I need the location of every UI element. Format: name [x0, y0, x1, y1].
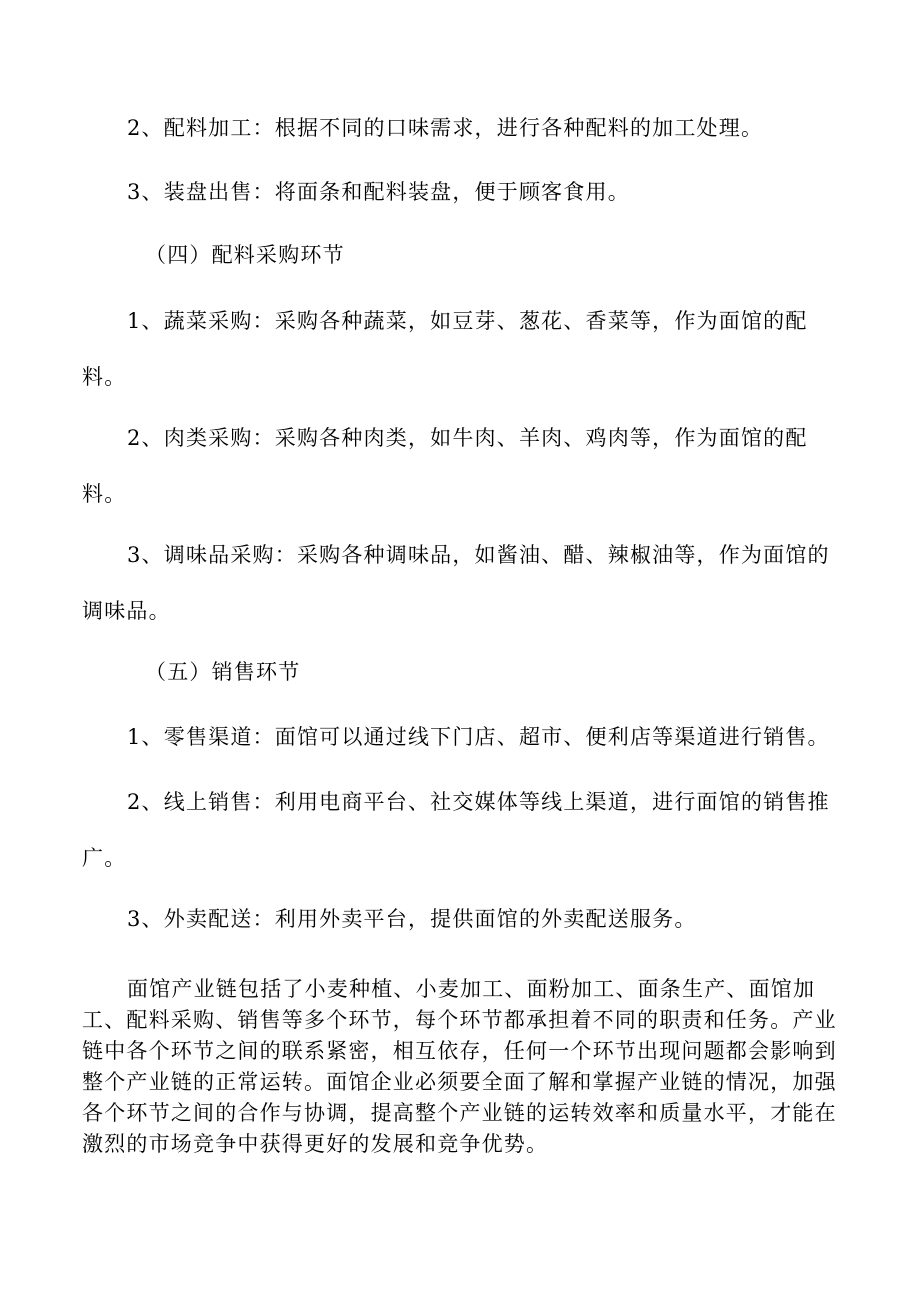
paragraph-seasoning-purchase: 3、调味品采购：采购各种调味品，如酱油、醋、辣椒油等，作为面馆的调味品。 [82, 543, 830, 623]
paragraph-delivery: 3、外卖配送：利用外卖平台，提供面馆的外卖配送服务。 [127, 907, 697, 931]
paragraph-retail-channel: 1、零售渠道：面馆可以通过线下门店、超市、便利店等渠道进行销售。 [127, 725, 830, 749]
paragraph-meat-purchase: 2、肉类采购：采购各种肉类，如牛肉、羊肉、鸡肉等，作为面馆的配料。 [82, 426, 808, 506]
paragraph-summary: 面馆产业链包括了小麦种植、小麦加工、面粉加工、面条生产、面馆加工、配料采购、销售等多个环节，每个环节都承担着不同的职责和任务。产业链中各个环节之间的联系紧密，相互依存，任何一个环节出现问题都会影响到整个产业链的正常运转。面馆企业必须要全面了解和掌握产业链的情况，加强各个环节之间的合作与协调，提高整个产业链的运转效率和质量水平，才能在激烈的市场竞争中获得更好的发展和竞争优势。 [82, 977, 837, 1156]
paragraph-online-sales: 2、线上销售：利用电商平台、社交媒体等线上渠道，进行面馆的销售推广。 [82, 790, 830, 870]
paragraph-plating-sale: 3、装盘出售：将面条和配料装盘，便于顾客食用。 [127, 180, 630, 204]
section-heading-ingredient-purchase: （四）配料采购环节 [145, 243, 345, 267]
paragraph-ingredient-processing: 2、配料加工：根据不同的口味需求，进行各种配料的加工处理。 [127, 116, 764, 140]
section-heading-sales: （五）销售环节 [145, 660, 301, 684]
paragraph-vegetable-purchase: 1、蔬菜采购：采购各种蔬菜，如豆芽、葱花、香菜等，作为面馆的配料。 [82, 309, 808, 389]
